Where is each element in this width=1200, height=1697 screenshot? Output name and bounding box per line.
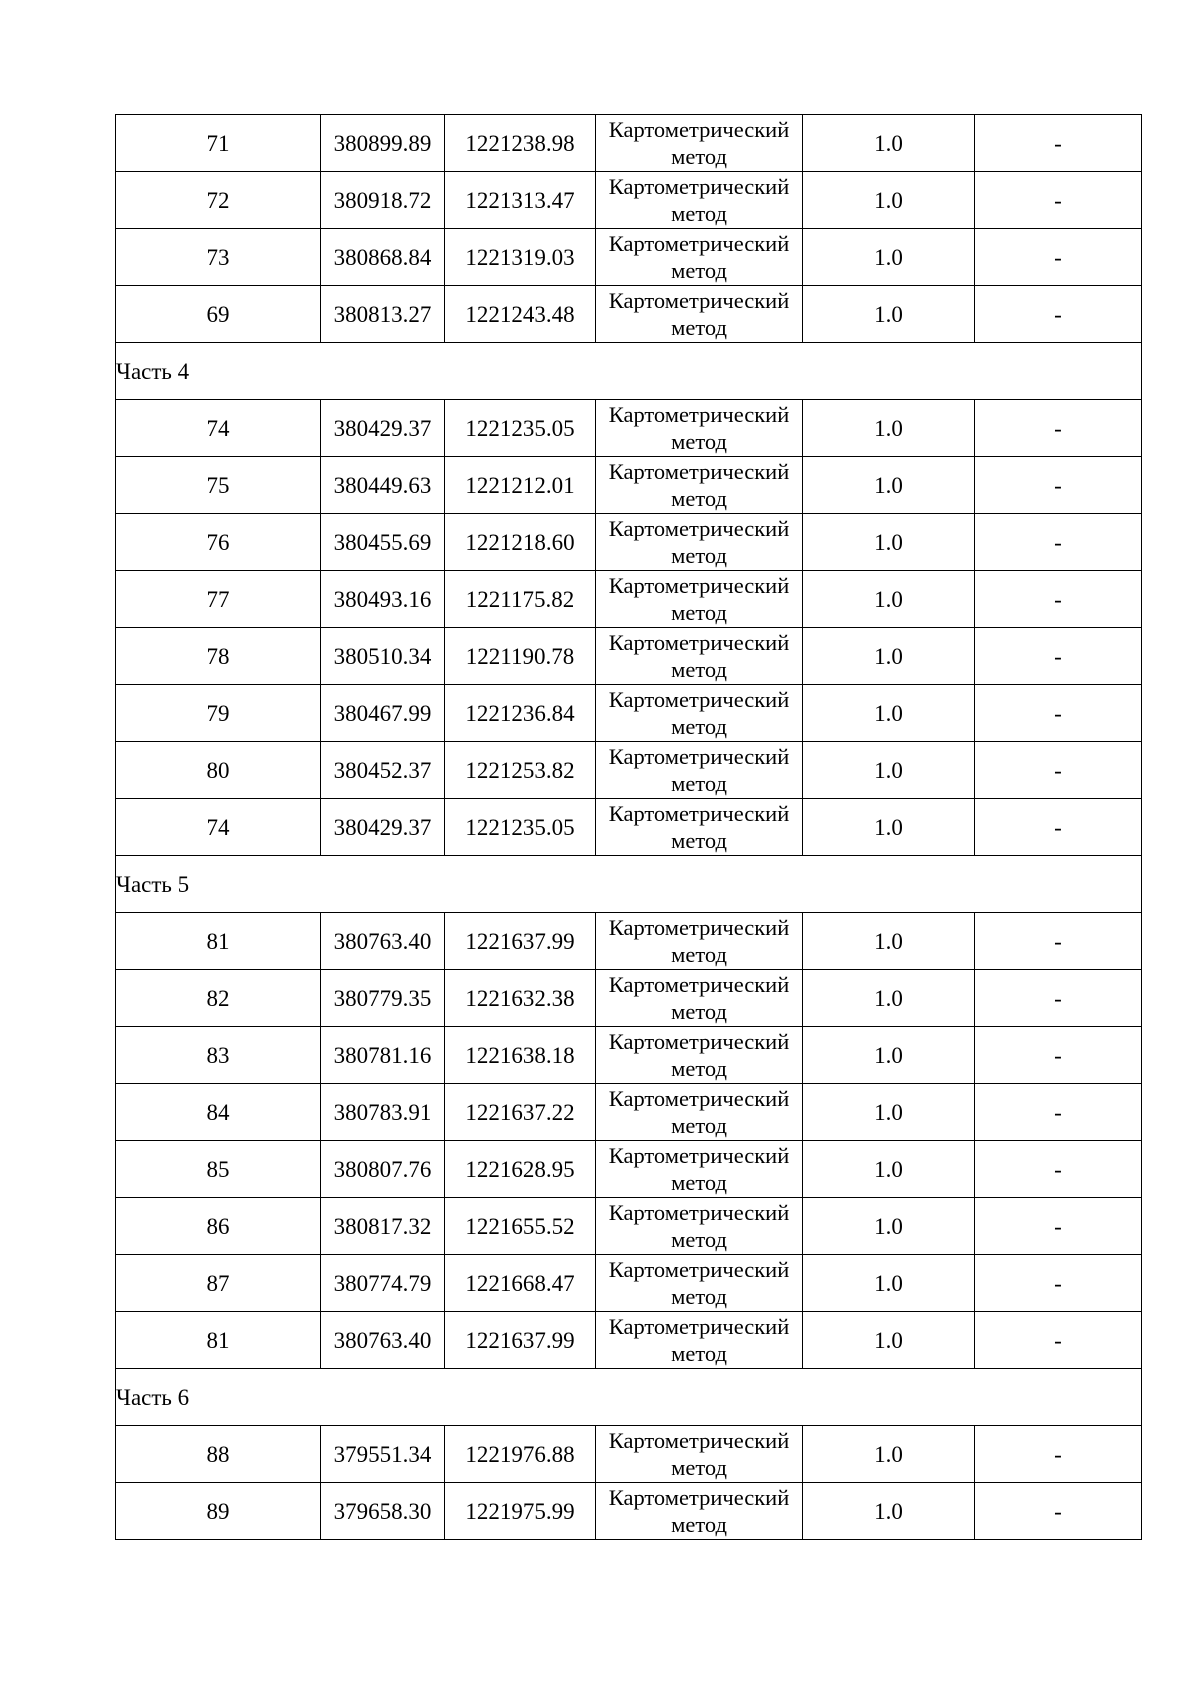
- table-row: [116, 229, 1142, 286]
- method-cell: [596, 1255, 803, 1312]
- y-coordinate-cell: 1221628.95: [445, 1141, 596, 1198]
- method-line-1: Картометрический: [608, 117, 790, 142]
- accuracy-cell: 1.0: [803, 970, 975, 1027]
- y-coordinate-cell: 1221212.01: [445, 457, 596, 514]
- point-number-cell: 77: [116, 571, 321, 628]
- coordinates-table: [115, 114, 1142, 1540]
- method-cell: [596, 229, 803, 286]
- table-row: [116, 1198, 1142, 1255]
- part-label: Часть 6: [116, 1369, 1142, 1426]
- x-coordinate-cell: 379551.34: [321, 1426, 445, 1483]
- method-line-1: Картометрический: [608, 801, 790, 826]
- table-row: [116, 400, 1142, 457]
- method-line-1: Картометрический: [608, 174, 790, 199]
- note-cell: -: [975, 115, 1142, 172]
- accuracy-cell: 1.0: [803, 229, 975, 286]
- part-label: Часть 4: [116, 343, 1142, 400]
- x-coordinate-cell: 380452.37: [321, 742, 445, 799]
- note-cell: -: [975, 742, 1142, 799]
- x-coordinate-cell: 380868.84: [321, 229, 445, 286]
- method-line-2: метод: [671, 942, 727, 967]
- x-coordinate-cell: 380429.37: [321, 400, 445, 457]
- method-line-1: Картометрический: [608, 915, 790, 940]
- method-line-2: метод: [671, 1455, 727, 1480]
- table-row: [116, 286, 1142, 343]
- table-row: [116, 172, 1142, 229]
- accuracy-cell: 1.0: [803, 1027, 975, 1084]
- method-line-1: Картометрический: [608, 687, 790, 712]
- method-cell: [596, 286, 803, 343]
- method-line-2: метод: [671, 1113, 727, 1138]
- point-number-cell: 79: [116, 685, 321, 742]
- note-cell: -: [975, 1483, 1142, 1540]
- method-cell: [596, 1483, 803, 1540]
- accuracy-cell: 1.0: [803, 913, 975, 970]
- method-line-2: метод: [671, 258, 727, 283]
- point-number-cell: 75: [116, 457, 321, 514]
- method-cell: [596, 514, 803, 571]
- table-row: [116, 457, 1142, 514]
- accuracy-cell: 1.0: [803, 457, 975, 514]
- point-number-cell: 86: [116, 1198, 321, 1255]
- y-coordinate-cell: 1221637.99: [445, 913, 596, 970]
- method-line-1: Картометрический: [608, 1428, 790, 1453]
- y-coordinate-cell: 1221190.78: [445, 628, 596, 685]
- accuracy-cell: 1.0: [803, 1255, 975, 1312]
- method-line-2: метод: [671, 999, 727, 1024]
- point-number-cell: 81: [116, 913, 321, 970]
- note-cell: -: [975, 1027, 1142, 1084]
- point-number-cell: 88: [116, 1426, 321, 1483]
- note-cell: -: [975, 514, 1142, 571]
- x-coordinate-cell: 380813.27: [321, 286, 445, 343]
- x-coordinate-cell: 380763.40: [321, 1312, 445, 1369]
- table-row: [116, 1255, 1142, 1312]
- point-number-cell: 69: [116, 286, 321, 343]
- note-cell: -: [975, 172, 1142, 229]
- method-line-2: метод: [671, 600, 727, 625]
- x-coordinate-cell: 380781.16: [321, 1027, 445, 1084]
- method-line-2: метод: [671, 1170, 727, 1195]
- x-coordinate-cell: 380774.79: [321, 1255, 445, 1312]
- x-coordinate-cell: 380493.16: [321, 571, 445, 628]
- note-cell: -: [975, 970, 1142, 1027]
- y-coordinate-cell: 1221313.47: [445, 172, 596, 229]
- method-line-1: Картометрический: [608, 1086, 790, 1111]
- method-line-1: Картометрический: [608, 744, 790, 769]
- y-coordinate-cell: 1221637.99: [445, 1312, 596, 1369]
- method-cell: [596, 1084, 803, 1141]
- method-cell: [596, 799, 803, 856]
- table-row: [116, 628, 1142, 685]
- accuracy-cell: 1.0: [803, 1198, 975, 1255]
- method-line-2: метод: [671, 486, 727, 511]
- accuracy-cell: 1.0: [803, 172, 975, 229]
- accuracy-cell: 1.0: [803, 1426, 975, 1483]
- coordinates-table-body: [116, 115, 1142, 1540]
- accuracy-cell: 1.0: [803, 685, 975, 742]
- note-cell: -: [975, 229, 1142, 286]
- point-number-cell: 78: [116, 628, 321, 685]
- x-coordinate-cell: 379658.30: [321, 1483, 445, 1540]
- accuracy-cell: 1.0: [803, 1483, 975, 1540]
- accuracy-cell: 1.0: [803, 571, 975, 628]
- table-row: [116, 1426, 1142, 1483]
- x-coordinate-cell: 380763.40: [321, 913, 445, 970]
- table-row: [116, 1312, 1142, 1369]
- accuracy-cell: 1.0: [803, 286, 975, 343]
- method-line-2: метод: [671, 714, 727, 739]
- y-coordinate-cell: 1221638.18: [445, 1027, 596, 1084]
- method-cell: [596, 1027, 803, 1084]
- y-coordinate-cell: 1221235.05: [445, 400, 596, 457]
- point-number-cell: 74: [116, 799, 321, 856]
- method-cell: [596, 913, 803, 970]
- method-line-1: Картометрический: [608, 516, 790, 541]
- y-coordinate-cell: 1221236.84: [445, 685, 596, 742]
- method-line-2: метод: [671, 1512, 727, 1537]
- table-row: [116, 115, 1142, 172]
- point-number-cell: 71: [116, 115, 321, 172]
- note-cell: -: [975, 400, 1142, 457]
- method-line-2: метод: [671, 657, 727, 682]
- y-coordinate-cell: 1221637.22: [445, 1084, 596, 1141]
- point-number-cell: 87: [116, 1255, 321, 1312]
- accuracy-cell: 1.0: [803, 1312, 975, 1369]
- x-coordinate-cell: 380918.72: [321, 172, 445, 229]
- point-number-cell: 76: [116, 514, 321, 571]
- method-line-1: Картометрический: [608, 630, 790, 655]
- x-coordinate-cell: 380817.32: [321, 1198, 445, 1255]
- method-line-2: метод: [671, 828, 727, 853]
- method-line-2: метод: [671, 1341, 727, 1366]
- table-row: [116, 742, 1142, 799]
- method-line-1: Картометрический: [608, 1314, 790, 1339]
- note-cell: -: [975, 685, 1142, 742]
- method-line-1: Картометрический: [608, 1485, 790, 1510]
- y-coordinate-cell: 1221218.60: [445, 514, 596, 571]
- point-number-cell: 84: [116, 1084, 321, 1141]
- point-number-cell: 89: [116, 1483, 321, 1540]
- note-cell: -: [975, 1198, 1142, 1255]
- method-cell: [596, 457, 803, 514]
- part-header-row: [116, 1369, 1142, 1426]
- method-cell: [596, 685, 803, 742]
- point-number-cell: 85: [116, 1141, 321, 1198]
- table-row: [116, 1141, 1142, 1198]
- method-cell: [596, 1141, 803, 1198]
- x-coordinate-cell: 380807.76: [321, 1141, 445, 1198]
- y-coordinate-cell: 1221253.82: [445, 742, 596, 799]
- note-cell: -: [975, 1255, 1142, 1312]
- x-coordinate-cell: 380449.63: [321, 457, 445, 514]
- note-cell: -: [975, 286, 1142, 343]
- y-coordinate-cell: 1221243.48: [445, 286, 596, 343]
- method-cell: [596, 1426, 803, 1483]
- x-coordinate-cell: 380510.34: [321, 628, 445, 685]
- point-number-cell: 72: [116, 172, 321, 229]
- method-line-2: метод: [671, 1056, 727, 1081]
- table-row: [116, 685, 1142, 742]
- y-coordinate-cell: 1221632.38: [445, 970, 596, 1027]
- method-line-1: Картометрический: [608, 1257, 790, 1282]
- note-cell: -: [975, 457, 1142, 514]
- method-cell: [596, 970, 803, 1027]
- note-cell: -: [975, 1426, 1142, 1483]
- method-line-2: метод: [671, 771, 727, 796]
- x-coordinate-cell: 380779.35: [321, 970, 445, 1027]
- table-row: [116, 571, 1142, 628]
- y-coordinate-cell: 1221655.52: [445, 1198, 596, 1255]
- table-row: [116, 970, 1142, 1027]
- method-line-2: метод: [671, 144, 727, 169]
- point-number-cell: 80: [116, 742, 321, 799]
- method-line-2: метод: [671, 543, 727, 568]
- y-coordinate-cell: 1221319.03: [445, 229, 596, 286]
- x-coordinate-cell: 380467.99: [321, 685, 445, 742]
- note-cell: -: [975, 571, 1142, 628]
- method-cell: [596, 742, 803, 799]
- method-cell: [596, 1198, 803, 1255]
- method-cell: [596, 172, 803, 229]
- method-line-2: метод: [671, 429, 727, 454]
- y-coordinate-cell: 1221235.05: [445, 799, 596, 856]
- accuracy-cell: 1.0: [803, 1141, 975, 1198]
- method-line-1: Картометрический: [608, 288, 790, 313]
- method-line-1: Картометрический: [608, 573, 790, 598]
- note-cell: -: [975, 799, 1142, 856]
- x-coordinate-cell: 380783.91: [321, 1084, 445, 1141]
- x-coordinate-cell: 380429.37: [321, 799, 445, 856]
- method-line-1: Картометрический: [608, 402, 790, 427]
- y-coordinate-cell: 1221175.82: [445, 571, 596, 628]
- table-row: [116, 913, 1142, 970]
- method-line-1: Картометрический: [608, 1200, 790, 1225]
- accuracy-cell: 1.0: [803, 1084, 975, 1141]
- method-line-1: Картометрический: [608, 972, 790, 997]
- note-cell: -: [975, 628, 1142, 685]
- part-header-row: [116, 856, 1142, 913]
- method-cell: [596, 1312, 803, 1369]
- y-coordinate-cell: 1221976.88: [445, 1426, 596, 1483]
- note-cell: -: [975, 913, 1142, 970]
- accuracy-cell: 1.0: [803, 514, 975, 571]
- table-row: [116, 514, 1142, 571]
- method-line-2: метод: [671, 1284, 727, 1309]
- y-coordinate-cell: 1221668.47: [445, 1255, 596, 1312]
- y-coordinate-cell: 1221975.99: [445, 1483, 596, 1540]
- accuracy-cell: 1.0: [803, 742, 975, 799]
- table-row: [116, 1084, 1142, 1141]
- method-line-1: Картометрический: [608, 1029, 790, 1054]
- point-number-cell: 73: [116, 229, 321, 286]
- accuracy-cell: 1.0: [803, 799, 975, 856]
- method-cell: [596, 571, 803, 628]
- table-row: [116, 1027, 1142, 1084]
- method-line-2: метод: [671, 201, 727, 226]
- point-number-cell: 82: [116, 970, 321, 1027]
- accuracy-cell: 1.0: [803, 115, 975, 172]
- note-cell: -: [975, 1312, 1142, 1369]
- part-label: Часть 5: [116, 856, 1142, 913]
- table-row: [116, 1483, 1142, 1540]
- note-cell: -: [975, 1141, 1142, 1198]
- method-cell: [596, 115, 803, 172]
- method-cell: [596, 400, 803, 457]
- method-line-1: Картометрический: [608, 1143, 790, 1168]
- table-row: [116, 799, 1142, 856]
- note-cell: -: [975, 1084, 1142, 1141]
- point-number-cell: 81: [116, 1312, 321, 1369]
- method-line-2: метод: [671, 315, 727, 340]
- method-line-1: Картометрический: [608, 459, 790, 484]
- accuracy-cell: 1.0: [803, 628, 975, 685]
- method-line-2: метод: [671, 1227, 727, 1252]
- point-number-cell: 83: [116, 1027, 321, 1084]
- part-header-row: [116, 343, 1142, 400]
- accuracy-cell: 1.0: [803, 400, 975, 457]
- method-line-1: Картометрический: [608, 231, 790, 256]
- method-cell: [596, 628, 803, 685]
- x-coordinate-cell: 380899.89: [321, 115, 445, 172]
- x-coordinate-cell: 380455.69: [321, 514, 445, 571]
- point-number-cell: 74: [116, 400, 321, 457]
- y-coordinate-cell: 1221238.98: [445, 115, 596, 172]
